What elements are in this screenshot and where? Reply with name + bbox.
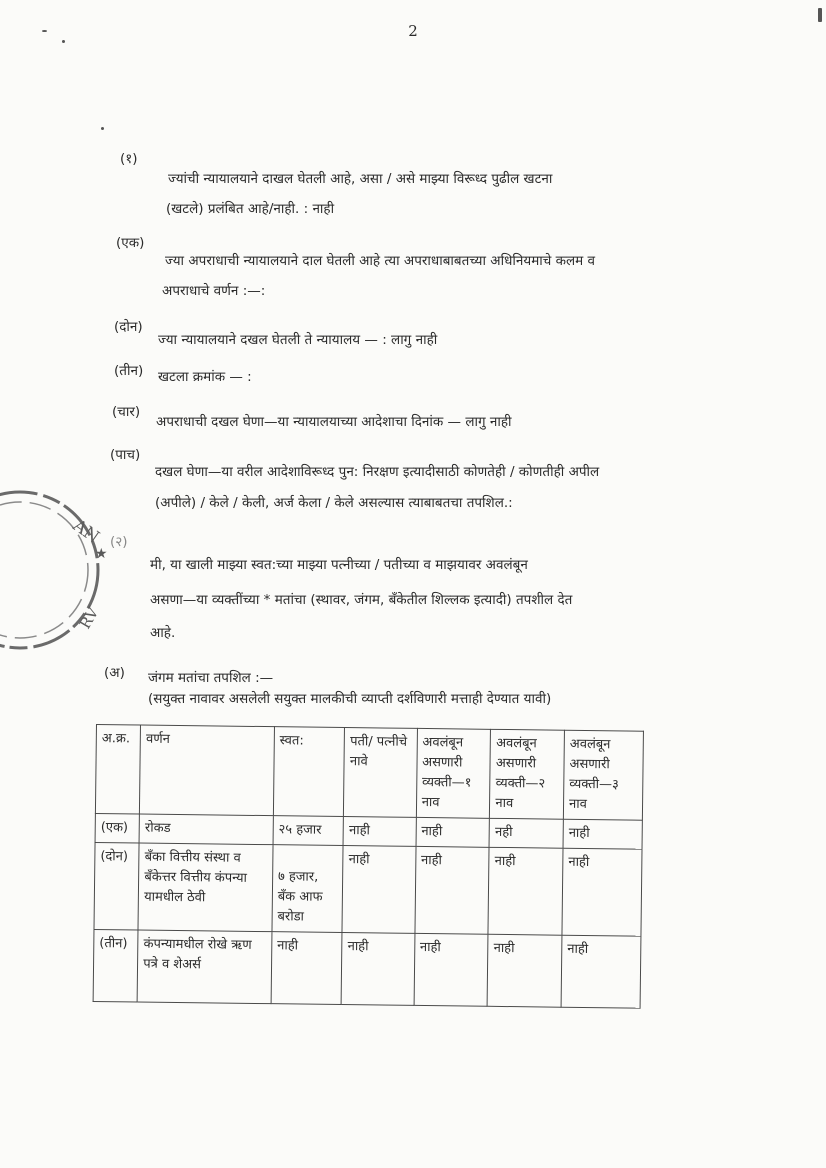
official-stamp xyxy=(0,480,125,660)
item-2-line-3: आहे. xyxy=(150,625,176,641)
item-teen-text: खटला क्रमांक — : xyxy=(158,369,252,385)
item-teen-marker: (तीन) xyxy=(114,363,144,379)
table-cell: नाही xyxy=(563,819,642,849)
scan-speck xyxy=(818,8,822,22)
item-ek-line-1: ज्या अपराधाची न्यायालयाने दाल घेतली आहे त्या अपराधाबाबतच्या अधिनियमाचे कलम व xyxy=(165,253,596,269)
table-cell: नाही xyxy=(343,817,416,847)
header-spouse: पती/ पत्नीचे नावे xyxy=(344,728,417,818)
scan-speck xyxy=(101,127,104,130)
table-cell: नाही xyxy=(415,846,490,934)
header-sr-no: अ.क्र. xyxy=(95,725,140,815)
table-cell: नाही xyxy=(414,933,489,1006)
stamp-text-bottom: RV xyxy=(75,604,103,632)
item-2-line-2: असणा—या व्यक्तींच्या * मतांचा (स्थावर, जंगम, बँकेतील शिल्लक इत्यादी) तपशील देत xyxy=(150,592,573,608)
scan-speck xyxy=(42,30,47,32)
table-cell: नही xyxy=(489,818,563,848)
item-a-line-2: (सयुक्त नावावर असलेली सयुक्त मालकीची व्याप्ती दर्शविणारी मत्ताही देण्यात यावी) xyxy=(148,691,552,707)
header-self: स्वत: xyxy=(273,727,345,817)
table-cell: नाही xyxy=(271,932,342,1005)
item-don-text: ज्या न्यायालयाने दखल घेतली ते न्यायालय — : लागु नाही xyxy=(158,332,438,348)
stamp-text-top: AN xyxy=(69,515,103,548)
item-1-marker: (१) xyxy=(120,151,138,167)
movable-assets-table xyxy=(93,724,644,1009)
table-cell: नाही xyxy=(341,933,414,1006)
table-row xyxy=(93,929,641,1008)
header-description: वर्णन xyxy=(140,725,275,816)
item-2-line-1: मी, या खाली माझ्या स्वत:च्या माझ्या पत्नीच्या / पतीच्या व माझयावर अवलंबून xyxy=(150,557,528,573)
item-ek-line-2: अपराधाचे वर्णन :—: xyxy=(162,283,266,299)
table-cell: नाही xyxy=(561,935,641,1008)
table-cell: (एक) xyxy=(95,813,140,843)
table-row xyxy=(94,842,642,936)
table-header-row xyxy=(95,725,643,821)
header-dependent-3: अवलंबून असणारी व्यक्ती—३ नाव xyxy=(563,730,643,820)
item-don-marker: (दोन) xyxy=(114,319,143,335)
item-1-line-1: ज्यांची न्यायालयाने दाखल घेतली आहे, असा / असे माझ्या विरूध्द पुढील खटना xyxy=(168,171,553,187)
scan-speck xyxy=(62,40,65,43)
item-ek-marker: (एक) xyxy=(116,235,145,251)
table-cell: २५ हजार xyxy=(273,816,344,846)
table-cell: नाही xyxy=(562,848,642,936)
table-cell: ७ हजार, बँक आफ बरोडा xyxy=(272,845,344,933)
item-a-marker: (अ) xyxy=(104,665,125,681)
item-pach-line-2: (अपीले) / केले / केली, अर्ज केला / केले असल्यास त्याबाबतचा तपशिल.: xyxy=(155,495,513,511)
item-2-marker: (२) xyxy=(110,534,128,550)
item-pach-line-1: दखल घेणा—या वरील आदेशाविरूध्द पुन: निरक्षण इत्यादीसाठी कोणतेही / कोणतीही अपील xyxy=(155,464,600,480)
stamp-star: ★ xyxy=(95,546,108,562)
item-a-line-1: जंगम मतांचा तपशिल :— xyxy=(148,670,274,686)
header-dependent-2: अवलंबून असणारी व्यक्ती—२ नाव xyxy=(490,729,565,819)
table-cell: नाही xyxy=(416,817,490,847)
table-cell: रोकड xyxy=(139,814,273,845)
table-cell: (तीन) xyxy=(93,929,138,1002)
item-char-text: अपराधाची दखल घेणा—या न्यायालयाच्या आदेशाचा दिनांक — लागु नाही xyxy=(156,414,512,430)
page-number: 2 xyxy=(408,22,418,40)
table-cell: नाही xyxy=(487,934,562,1007)
item-pach-marker: (पाच) xyxy=(110,447,141,463)
table-cell: नाही xyxy=(488,847,563,935)
item-1-line-2: (खटले) प्रलंबित आहे/नाही. : नाही xyxy=(166,201,335,217)
table-cell: बँका वित्तीय संस्था व बँकेत्तर वित्तीय कंपन्या यामधील ठेवी xyxy=(138,843,273,932)
item-char-marker: (चार) xyxy=(112,404,141,420)
table-cell: (दोन) xyxy=(94,842,139,930)
header-dependent-1: अवलंबून असणारी व्यक्ती—१ नाव xyxy=(416,728,491,818)
table-cell: कंपन्यामधील रोखे ऋण पत्रे व शेअर्स xyxy=(137,930,271,1004)
table-cell: नाही xyxy=(342,846,415,934)
